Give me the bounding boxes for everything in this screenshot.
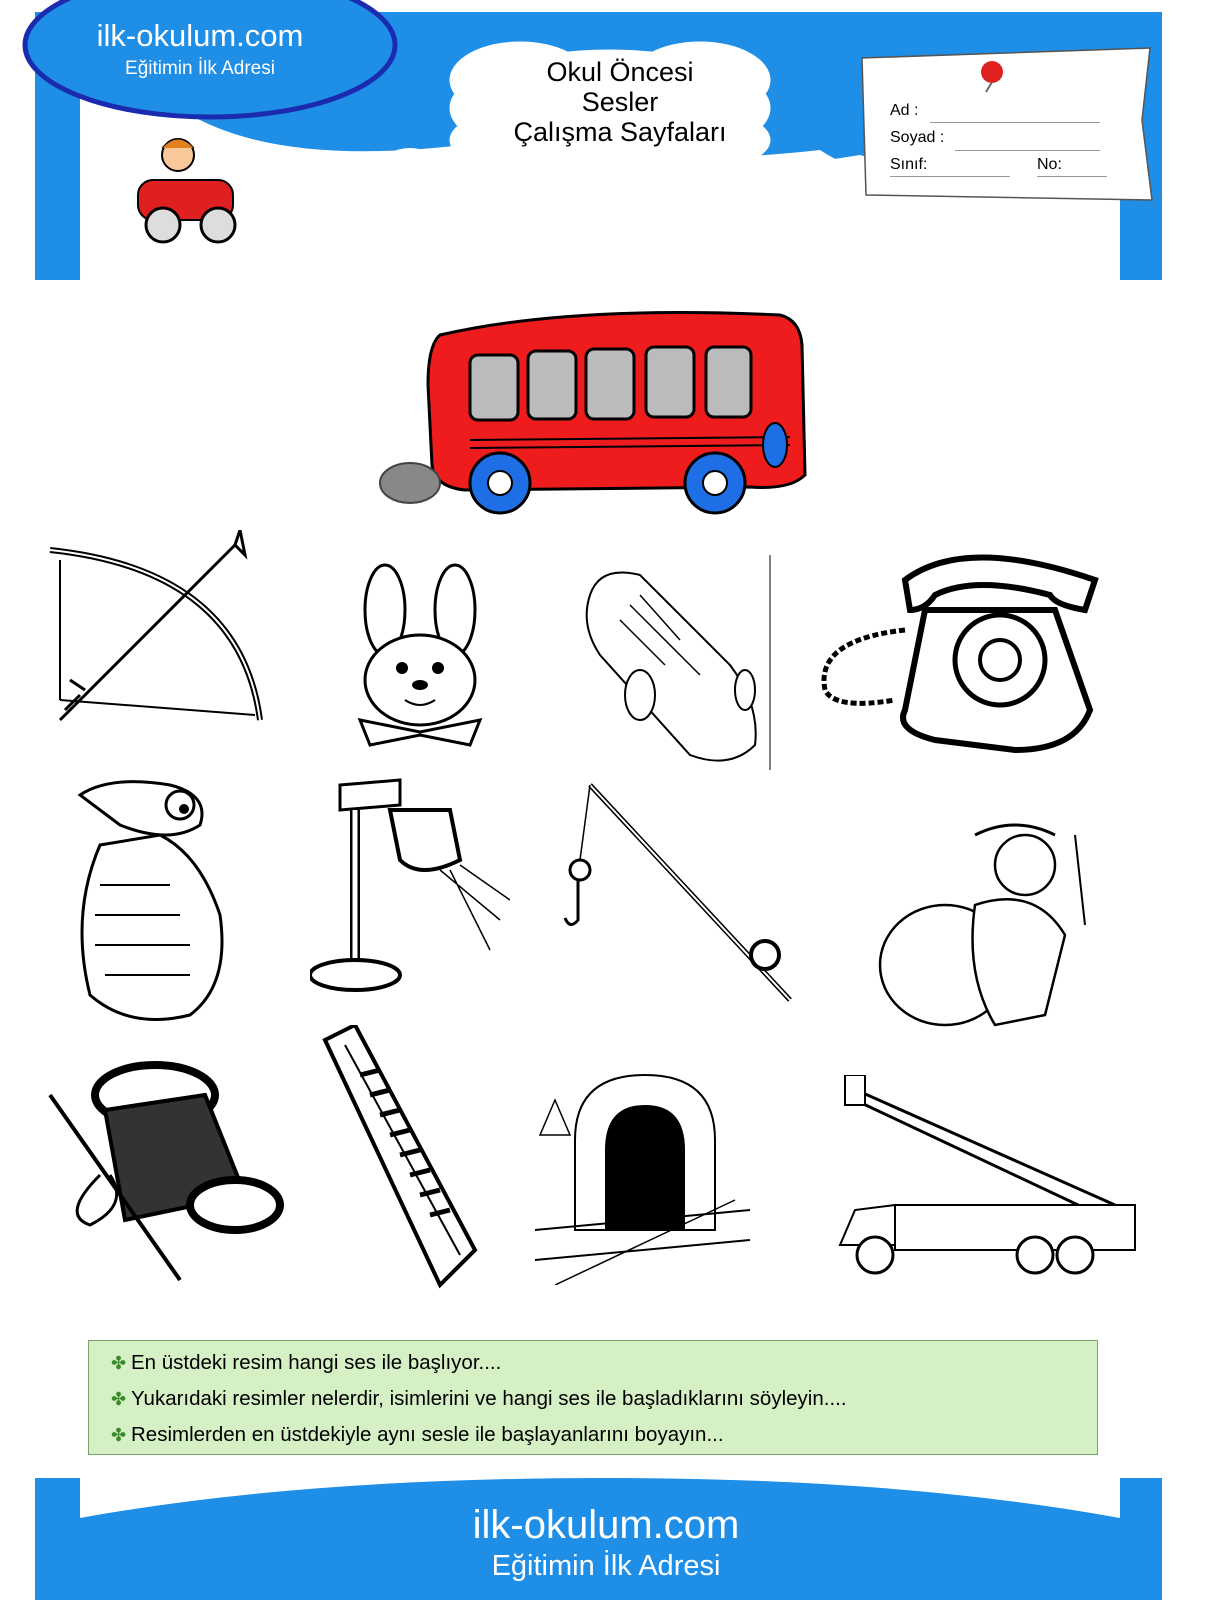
- cloud-line-3: Çalışma Sayfaları: [513, 117, 727, 147]
- name-label: Ad :: [890, 102, 919, 119]
- instruction-3: [111, 1423, 724, 1447]
- fire-truck-icon: [835, 1075, 1140, 1285]
- cloud-line-2: Sesler: [581, 87, 659, 117]
- car-driver-icon: [128, 130, 248, 250]
- number-label: No:: [1037, 156, 1062, 173]
- logo-title: ilk-okulum.com: [96, 18, 304, 53]
- tunnel-icon: [535, 1060, 750, 1285]
- comb-icon: [320, 1025, 480, 1290]
- crocodile-icon: [50, 765, 240, 1030]
- instruction-1: [111, 1351, 501, 1375]
- sports-car-icon: [580, 555, 780, 770]
- clover-bullet-icon: ✤: [111, 1353, 127, 1373]
- cloud-line-1: Okul Öncesi: [546, 57, 694, 87]
- number-line: [1037, 176, 1107, 177]
- surname-label: Soyad :: [890, 129, 945, 146]
- footer-subtitle: Eğitimin İlk Adresi: [491, 1550, 721, 1582]
- instruction-3-text: Resimlerden en üstdekiyle aynı sesle ile başlayanlarını boyayın...: [131, 1423, 724, 1446]
- instruction-2: [111, 1387, 847, 1411]
- telephone-icon: [815, 540, 1105, 755]
- thread-spool-icon: [40, 1055, 285, 1285]
- bus-icon: [370, 305, 810, 520]
- rabbit-icon: [340, 560, 500, 750]
- instructions-box: [88, 1340, 1098, 1455]
- desk-lamp-icon: [310, 770, 510, 1000]
- santa-claus-icon: [875, 815, 1115, 1040]
- fishing-rod-icon: [560, 780, 810, 1010]
- class-label: Sınıf:: [890, 156, 928, 173]
- bow-and-arrow-icon: [40, 530, 270, 740]
- clover-bullet-icon: ✤: [111, 1389, 127, 1409]
- instruction-1-text: En üstdeki resim hangi ses ile başlıyor....: [131, 1351, 502, 1374]
- class-line: [890, 176, 1010, 177]
- surname-line: [955, 150, 1100, 151]
- instruction-2-text: Yukarıdaki resimler nelerdir, isimlerini ve hangi ses ile başladıklarını söyleyin....: [131, 1387, 847, 1410]
- name-line: [930, 122, 1100, 123]
- clover-bullet-icon: ✤: [111, 1425, 127, 1445]
- footer-title: ilk-okulum.com: [472, 1503, 740, 1547]
- logo-subtitle: Eğitimin İlk Adresi: [125, 58, 275, 79]
